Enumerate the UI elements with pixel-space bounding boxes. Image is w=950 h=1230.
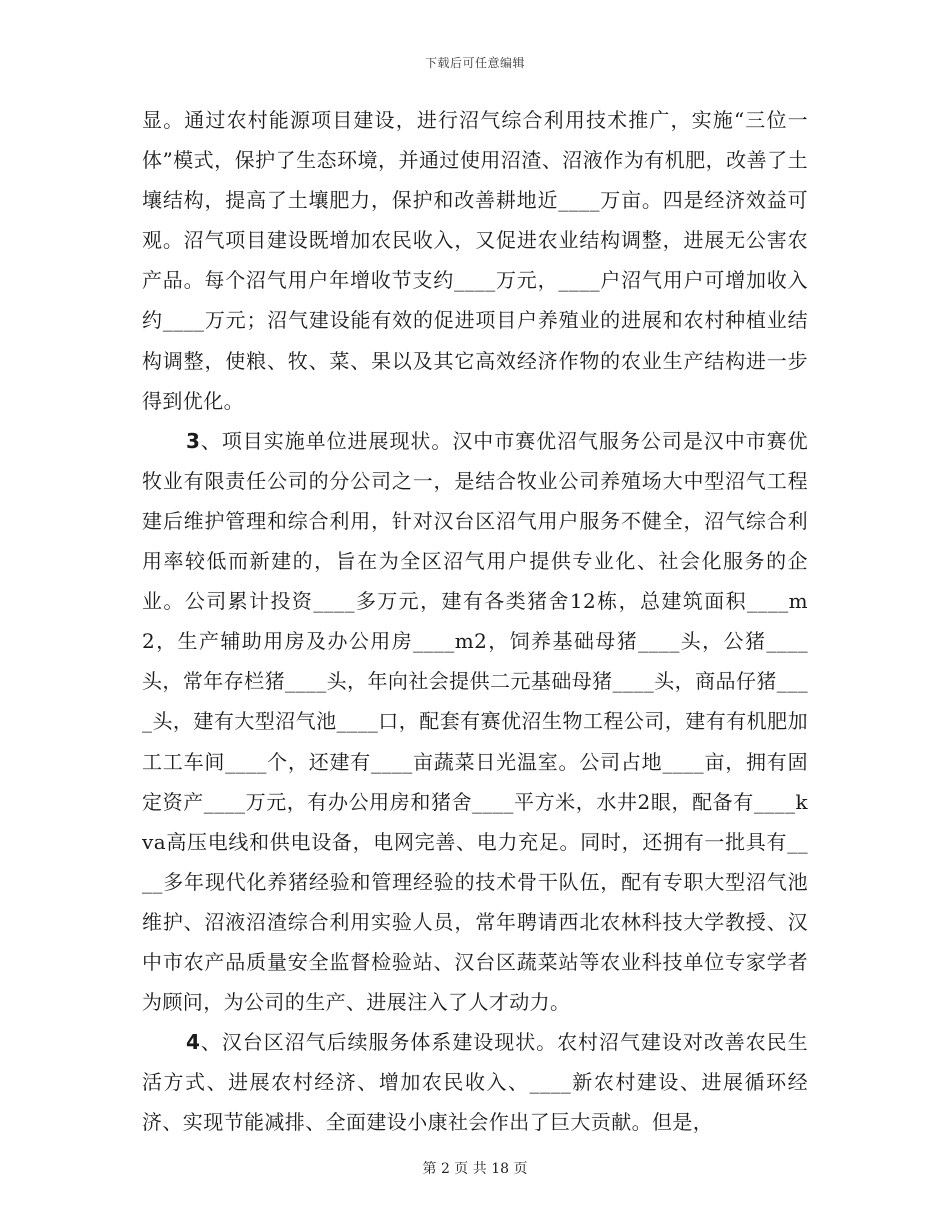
paragraph-item-3: [142, 421, 808, 1022]
document-body: [142, 100, 808, 1142]
paragraph-continuation: [142, 100, 808, 421]
paragraph-number: 4: [186, 1030, 201, 1055]
paragraph-number: 3: [186, 428, 201, 453]
paragraph-text: 、汉台区沼气后续服务体系建设现状。农村沼气建设对改善农民生活方式、进展农村经济、增加农民收入、____新农村建设、进展循环经济、实现节能减排、全面建设小康社会作出了巨大贡献。但是，: [142, 1030, 808, 1135]
paragraph-text: 、项目实施单位进展现状。汉中市赛优沼气服务公司是汉中市赛优牧业有限责任公司的分公司之一，是结合牧业公司养殖场大中型沼气工程建后维护管理和综合利用，针对汉台区沼气用户服务不健全，沼气综合利用率较低而新建的，旨在为全区沼气用户提供专业化、社会化服务的企业。公司累计投资____多万元，建有各类猪舍12栋，总建筑面积____m2，生产辅助用房及办公用房____m2，饲养基础母猪____头，公猪____头，常年存栏猪____头，年向社会提供二元基础母猪____头，商品仔猪____头，建有大型沼气池____口，配套有赛优沼生物工程公司，建有有机肥加工工车间____个，还建有____亩蔬菜日光温室。公司占地____亩，拥有固定资产____万元，有办公用房和猪舍____平方米，水井2眼，配备有____kva高压电线和供电设备，电网完善、电力充足。同时，还拥有一批具有____多年现代化养猪经验和管理经验的技术骨干队伍，配有专职大型沼气池维护、沼液沼渣综合利用实验人员，常年聘请西北农林科技大学教授、汉中市农产品质量安全监督检验站、汉台区蔬菜站等农业科技单位专家学者为顾问，为公司的生产、进展注入了人才动力。: [142, 428, 808, 1015]
paragraph-item-4: [142, 1022, 808, 1142]
page-header: 下载后可任意编辑: [424, 56, 525, 70]
page-footer: 第 2 页 共 18 页: [422, 1161, 528, 1177]
paragraph-text: 显。通过农村能源项目建设，进行沼气综合利用技术推广，实施“三位一体”模式，保护了生态环境，并通过使用沼渣、沼液作为有机肥，改善了土壤结构，提高了土壤肥力，保护和改善耕地近____万亩。四是经济效益可观。沼气项目建设既增加农民收入，又促进农业结构调整，进展无公害农产品。每个沼气用户年增收节支约____万元，____户沼气用户可增加收入约____万元；沼气建设能有效的促进项目户养殖业的进展和农村种植业结构调整，使粮、牧、菜、果以及其它高效经济作物的农业生产结构进一步得到优化。: [142, 108, 808, 413]
